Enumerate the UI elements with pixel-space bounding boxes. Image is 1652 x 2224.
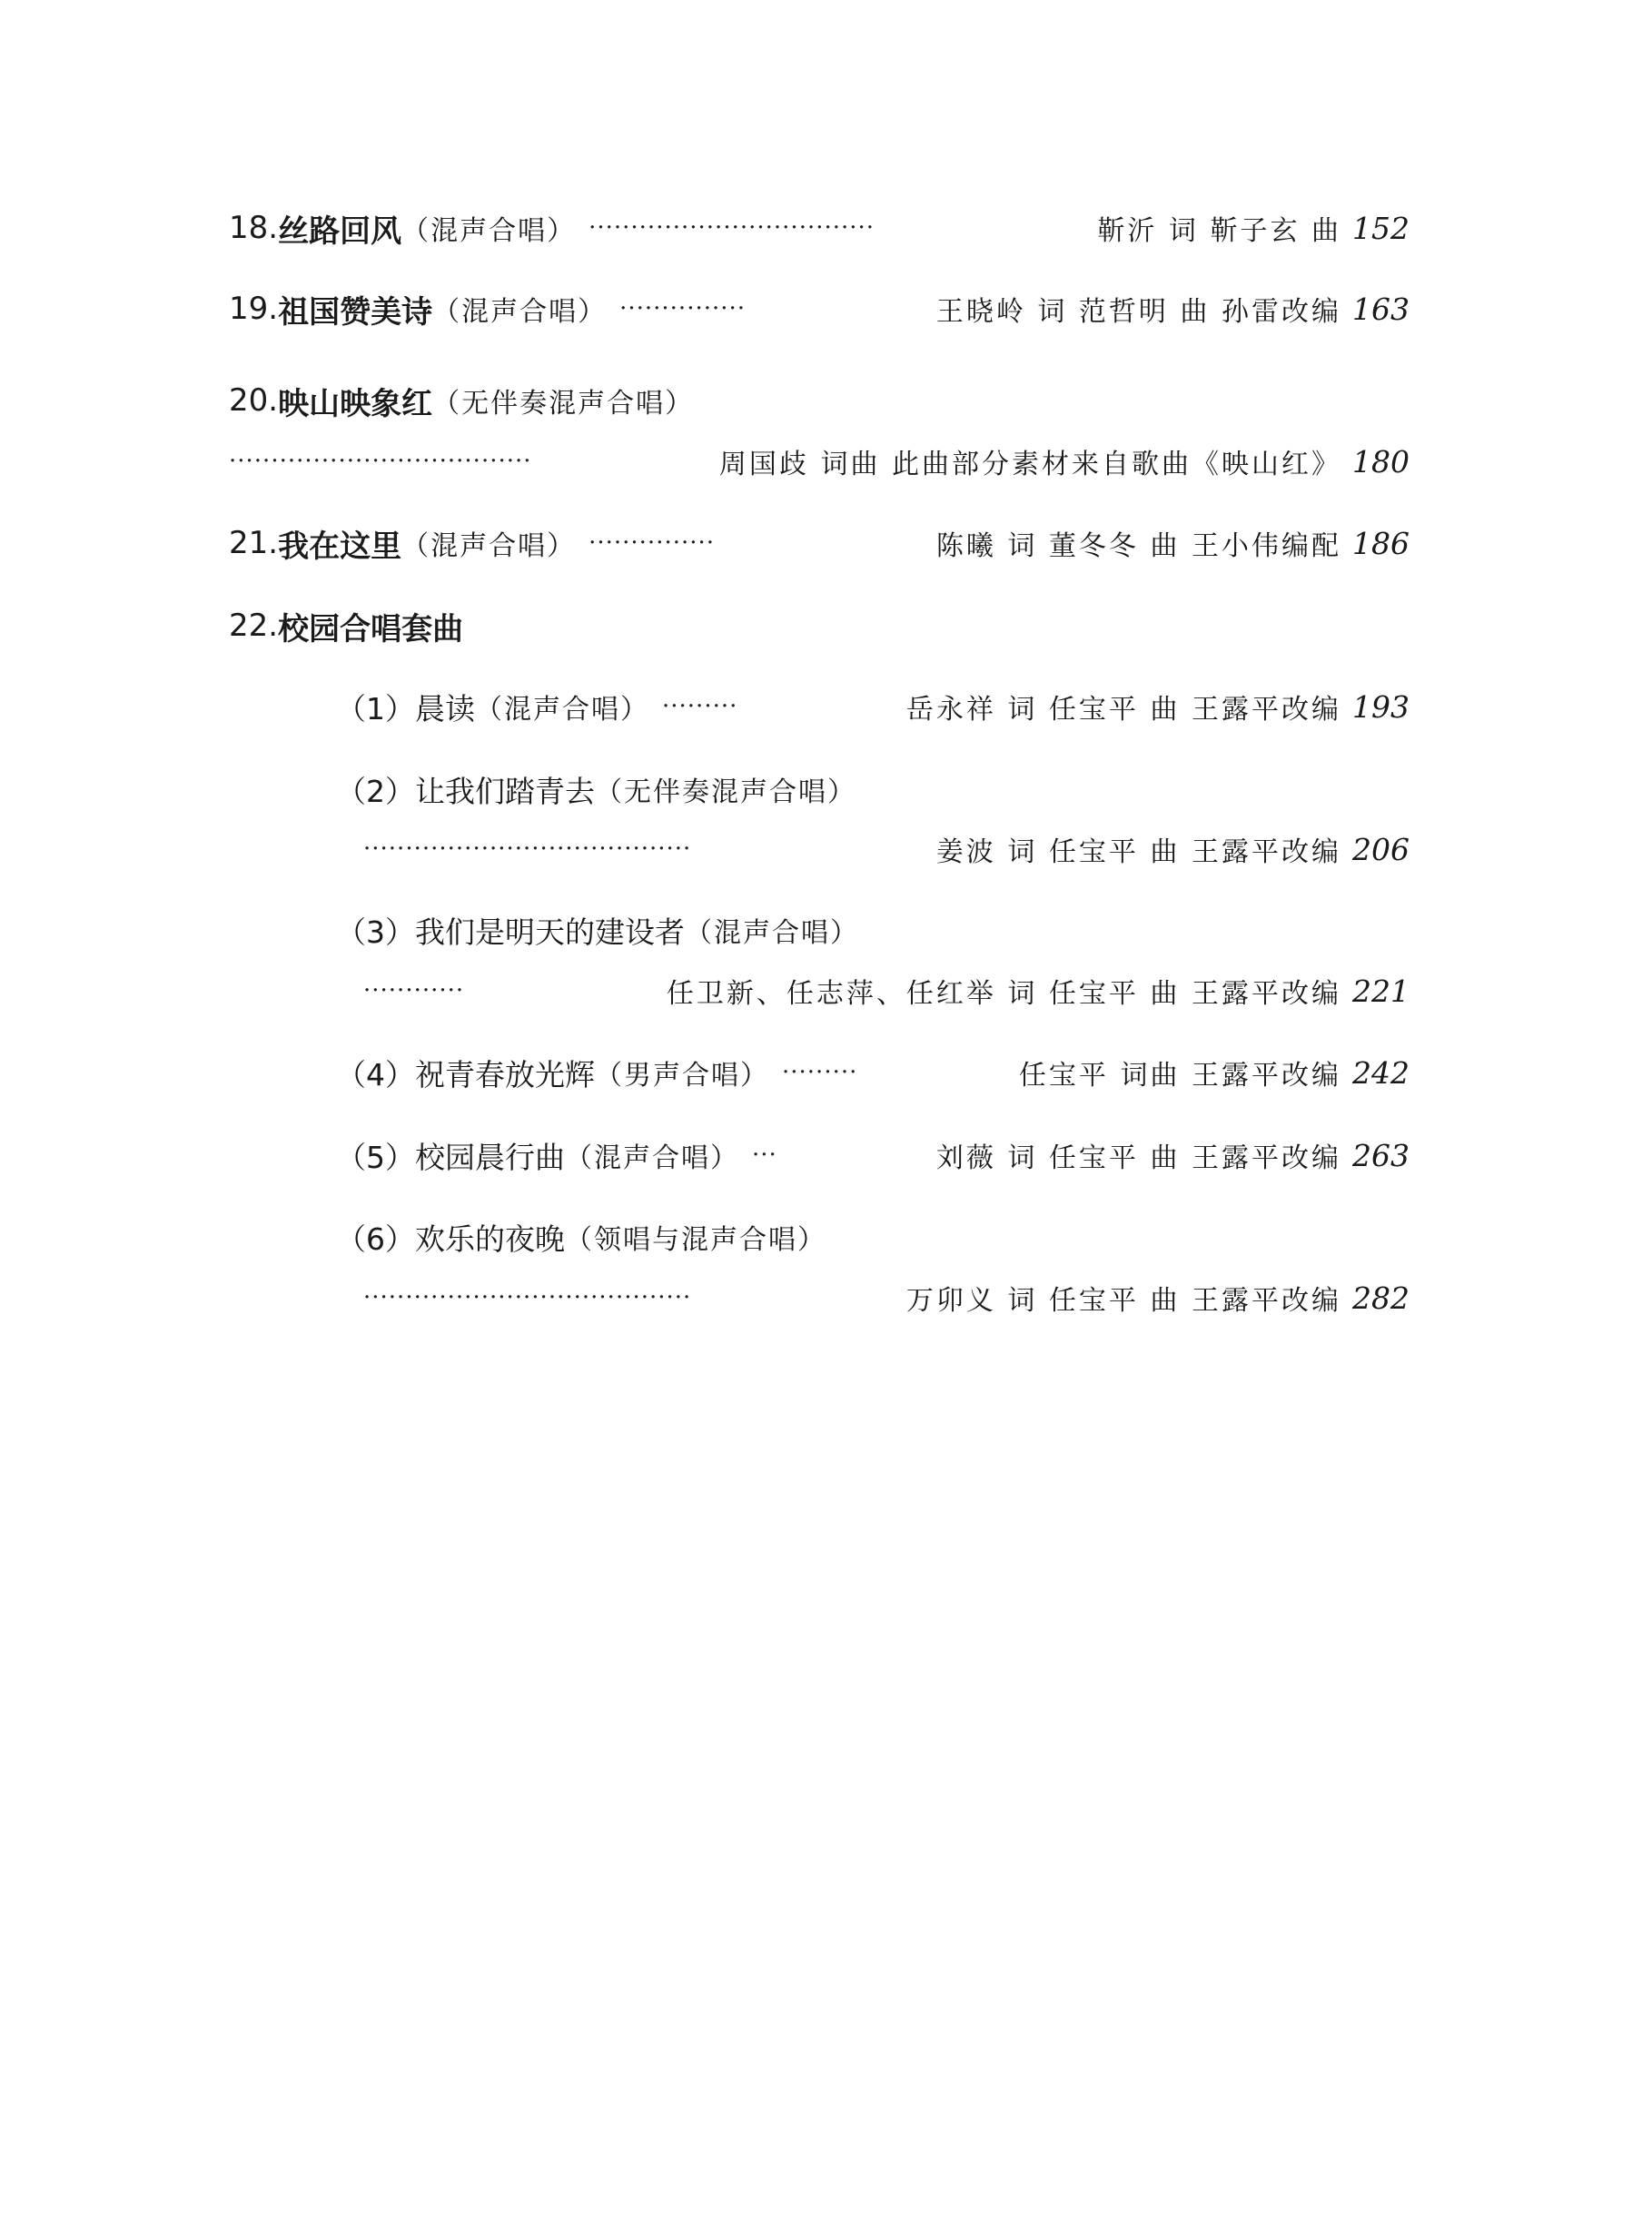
leader-dots: ······································· (363, 835, 692, 863)
leader-dots: ··· (752, 1142, 777, 1169)
subentry-note: （领唱与混声合唱） (565, 1224, 826, 1256)
subentry-number: （1） (336, 690, 415, 727)
entry-number: 19. (229, 291, 279, 327)
subentry-credit: 万卯义 词 任宝平 曲 王露平改编 (905, 1285, 1341, 1317)
subentry-title: 我们是明天的建设者 (415, 914, 685, 950)
subentry-title: 欢乐的夜晚 (415, 1221, 565, 1257)
subentry-credit: 刘薇 词 任宝平 曲 王露平改编 (935, 1142, 1341, 1174)
entry-credit: 靳沂 词 靳子玄 曲 (1097, 215, 1341, 247)
entry-title: 校园合唱套曲 (278, 610, 464, 647)
subentry-note: （混声合唱） (685, 917, 859, 949)
toc-entry-20[interactable] (229, 379, 1410, 422)
page-number: 242 (1352, 1054, 1410, 1091)
subentry-number: （2） (336, 773, 415, 809)
entry-note: （无伴奏混声合唱） (432, 388, 695, 420)
subentry-note: （无伴奏混声合唱） (595, 776, 856, 808)
page-number: 152 (1352, 210, 1410, 246)
page-number: 263 (1352, 1137, 1410, 1173)
subentry-note: （混声合唱） (565, 1142, 739, 1174)
leader-dots: ············ (363, 977, 465, 1004)
entry-title: 映山映象红 (278, 385, 433, 422)
subentry-credit: 任卫新、任志萍、任红举 词 任宝平 曲 王露平改编 (666, 978, 1341, 1010)
entry-title: 丝路回风 (278, 213, 402, 250)
entry-title: 我在这里 (278, 528, 402, 565)
entry-credit: 周国歧 词曲 此曲部分素材来自歌曲《映山红》 (718, 449, 1341, 480)
subentry-title: 校园晨行曲 (415, 1139, 565, 1175)
page-number: 163 (1352, 291, 1410, 327)
page-number: 206 (1352, 831, 1410, 867)
entry-note: （混声合唱） (401, 530, 577, 562)
subentry-credit: 姜波 词 任宝平 曲 王露平改编 (935, 836, 1341, 868)
entry-credit: 陈曦 词 董冬冬 曲 王小伟编配 (935, 530, 1341, 562)
entry-credit: 王晓岭 词 范哲明 曲 孙雷改编 (935, 296, 1341, 328)
entry-number: 21. (229, 525, 279, 561)
subentry-note: （混声合唱） (475, 694, 649, 726)
toc-subentry-3-credits[interactable] (363, 969, 1410, 1013)
toc-subentry-5[interactable] (336, 1133, 1410, 1177)
leader-dots: ········· (662, 693, 738, 720)
toc-entry-21[interactable] (229, 521, 1410, 565)
subentry-number: （3） (336, 914, 415, 950)
subentry-title: 晨读 (415, 690, 475, 727)
entry-title: 祖国赞美诗 (278, 293, 433, 331)
leader-dots: ······································· (363, 1284, 692, 1311)
toc-entry-22[interactable] (229, 604, 1410, 647)
leader-dots: ··············· (589, 529, 716, 557)
page-number: 221 (1352, 973, 1410, 1009)
entry-note: （混声合唱） (432, 296, 608, 328)
subentry-title: 让我们踏青去 (415, 773, 595, 809)
leader-dots: ·································· (589, 214, 875, 242)
toc-subentry-3[interactable] (336, 908, 1410, 952)
page-number: 282 (1352, 1280, 1410, 1316)
toc-subentry-6[interactable] (336, 1215, 1410, 1259)
toc-subentry-2-credits[interactable] (363, 827, 1410, 871)
toc-subentry-1[interactable] (336, 685, 1410, 728)
subentry-number: （6） (336, 1221, 415, 1257)
entry-number: 18. (229, 210, 279, 246)
toc-subentry-2[interactable] (336, 767, 1410, 811)
subentry-credit: 岳永祥 词 任宝平 曲 王露平改编 (905, 694, 1341, 726)
subentry-credit: 任宝平 词曲 王露平改编 (1018, 1060, 1341, 1092)
toc-subentry-6-credits[interactable] (363, 1276, 1410, 1320)
subentry-number: （4） (336, 1056, 415, 1092)
leader-dots: ··············· (619, 295, 747, 322)
toc-subentry-4[interactable] (336, 1051, 1410, 1094)
leader-dots: ···································· (229, 448, 532, 475)
leader-dots: ········· (782, 1059, 858, 1086)
toc-entry-18[interactable] (229, 206, 1410, 250)
entry-number: 22. (229, 608, 279, 644)
toc-entry-19[interactable] (229, 287, 1410, 331)
subentry-title: 祝青春放光辉 (415, 1056, 595, 1092)
entry-number: 20. (229, 382, 279, 419)
toc-entry-20-credits[interactable] (229, 440, 1410, 483)
page-number: 180 (1352, 443, 1410, 479)
entry-note: （混声合唱） (401, 215, 577, 247)
subentry-note: （男声合唱） (595, 1060, 769, 1092)
page-number: 186 (1352, 525, 1410, 561)
subentry-number: （5） (336, 1139, 415, 1175)
page-number: 193 (1352, 688, 1410, 725)
